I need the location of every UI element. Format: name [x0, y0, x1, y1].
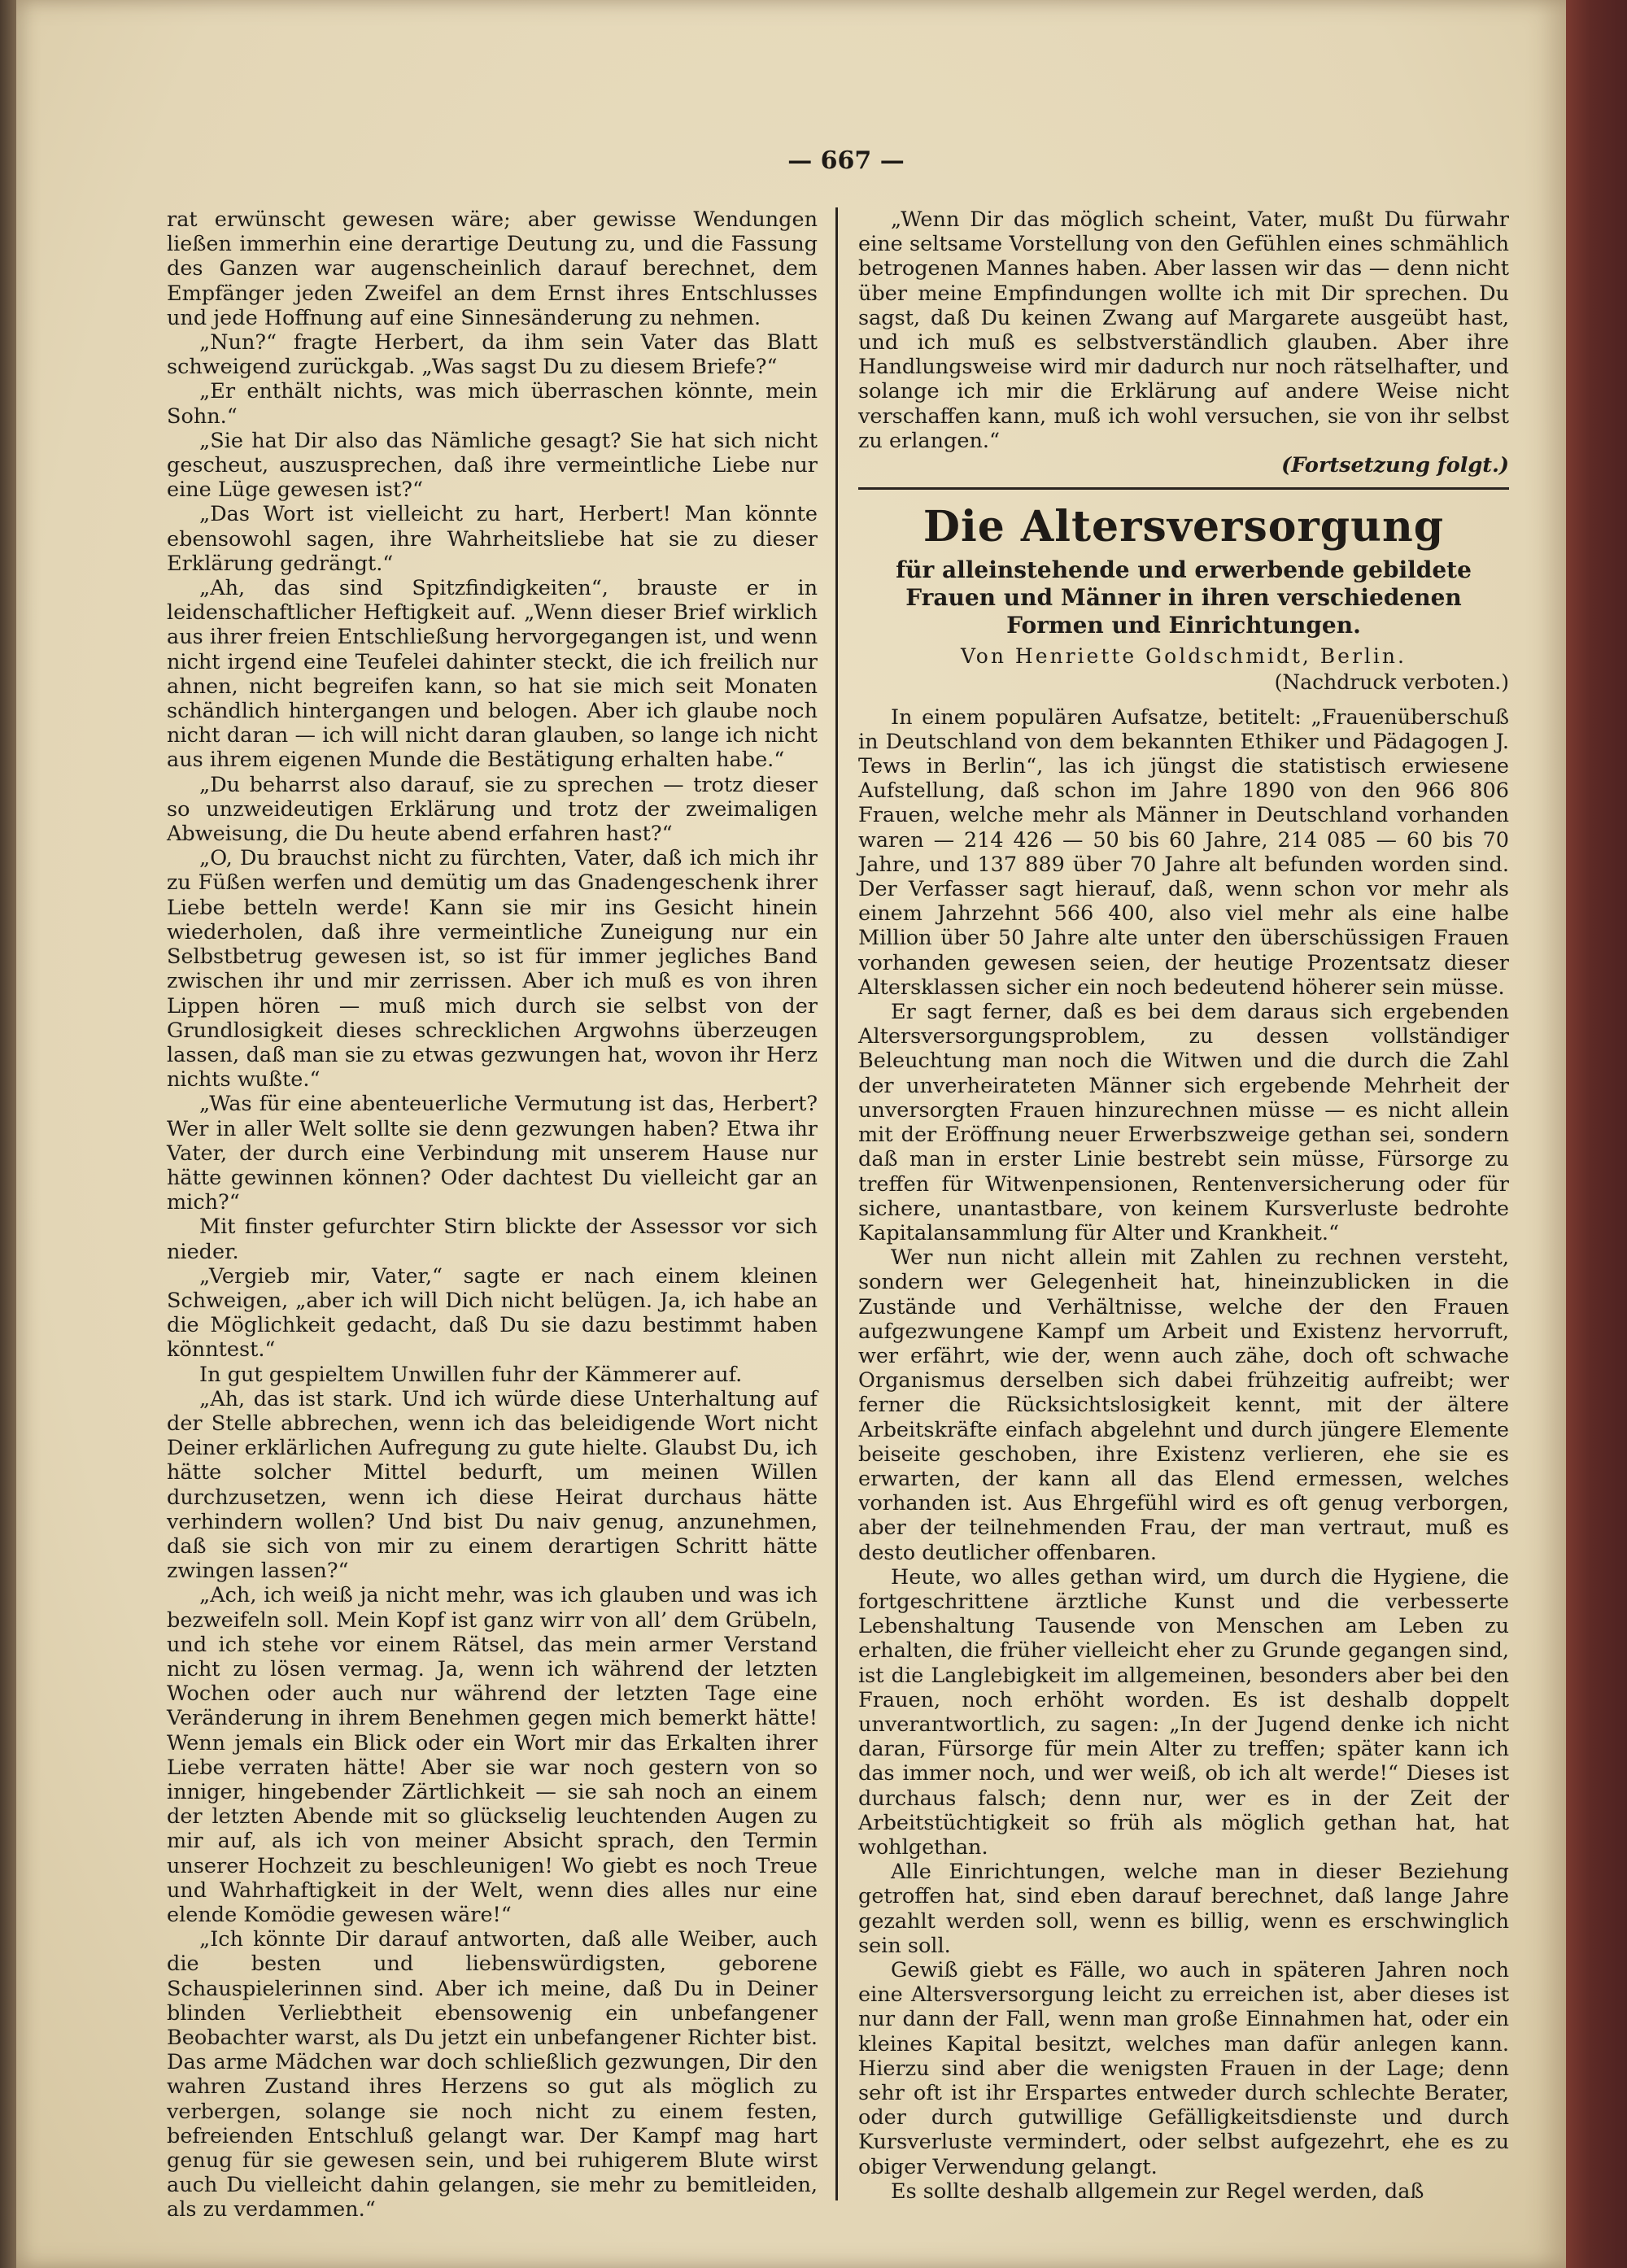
paragraph: Es sollte deshalb allgemein zur Regel werden, daß [891, 2179, 1424, 2204]
page-number: — 667 — [787, 146, 905, 175]
paragraph: „Ah, das ist stark. Und ich würde diese Unterhaltung auf der Stelle abbrechen, wenn ich das beleidigende Wort nicht Deiner erklärlichen Aufregung zu gute hielte. Glaubst Du, ich hätte solcher Mittel bedurft, um meinen Willen durchzusetzen, wenn ich diese Heirat durchaus hätte verhindern wollen? Und bist Du naiv genug, anzunehmen, daß sie sich von mir zu einem derartigen Schritt hätte zwingen lassen?“ [167, 1386, 818, 1584]
paragraph: „O, Du brauchst nicht zu fürchten, Vater, daß ich mich ihr zu Füßen werfen und demütig um das Gnadengeschenk ihrer Liebe betteln werde! Kann sie mir ins Gesicht hinein wiederholen, daß ihre vermeintliche Zuneigung nur ein Selbstbetrug gewesen ist, so ist für immer jegliches Band zwischen ihr und mir zerrissen. Aber ich muß es von ihren Lippen hören — muß mich durch sie selbst von der Grundlosigkeit dieses schrecklichen Argwohns überzeugen lassen, daß man sie zu etwas gezwungen hat, wovon ihr Herz nichts wußte.“ [167, 846, 818, 1093]
left-column [167, 207, 818, 2222]
paragraph: „Vergieb mir, Vater,“ sagte er nach einem kleinen Schweigen, „aber ich will Dich nicht belügen. Ja, ich habe an die Möglichkeit gedacht, daß Du sie dazu bestimmt haben könntest.“ [167, 1263, 818, 1363]
continued-note: (Fortsetzung folgt.) [1281, 453, 1509, 478]
paragraph: In einem populären Aufsatze, betitelt: „Frauenüberschuß in Deutschland von dem bekannten Ethiker und Pädagogen J. Tews in Berlin“, las ich jüngst die statistisch erwiesene Aufstellung, daß schon im Jahre 1890 von den 966 806 Frauen, welche mehr als Männer in Deutschland vorhanden waren — 214 426 — 50 bis 60 Jahre, 214 085 — 60 bis 70 Jahre, und 137 889 über 70 Jahre alt befunden worden sind. Der Verfasser sagt hierauf, daß, wenn schon vor mehr als einem Jahrzehnt 566 400, also viel mehr als eine halbe Million über 50 Jahre alte unter den überschüssigen Frauen vorhanden gewesen seien, der heutige Prozentsatz dieser Altersklassen sicher ein noch bedeutend höherer sein müsse. [858, 704, 1509, 1000]
paragraph: Alle Einrichtungen, welche man in dieser Beziehung getroffen hat, sind eben darauf berechnet, daß lange Jahre gezahlt werden soll, wenn es billig, wenn es erschwinglich sein soll. [858, 1860, 1509, 1958]
paragraph: Mit finster gefurchter Stirn blickte der Assessor vor sich nieder. [167, 1215, 818, 1264]
paragraph: „Wenn Dir das möglich scheint, Vater, mußt Du fürwahr eine seltsame Vorstellung von den Gefühlen eines schmählich betrogenen Mannes haben. Aber lassen wir das — denn nicht über meine Empfindungen wollte ich mit Dir sprechen. Du sagst, daß Du keinen Zwang auf Margarete ausgeübt hast, und ich muß es selbstverständlich glauben. Aber ihre Handlungsweise wird mir dadurch nur noch rätselhafter, und solange ich mir die Erklärung auf andere Weise nicht verschaffen kann, muß ich wohl versuchen, sie von ihr selbst zu erlangen.“ [858, 207, 1509, 453]
paragraph: rat erwünscht gewesen wäre; aber gewisse Wendungen ließen immerhin eine derartige Deutung zu, und die Fassung des Ganzen war augenscheinlich darauf berechnet, dem Empfänger jeden Zweifel an dem Ernst ihres Entschlusses und jede Hoffnung auf eine Sinnesänderung zu nehmen. [167, 207, 818, 330]
reprint-notice: (Nachdruck verboten.) [1274, 670, 1509, 695]
paragraph: „Das Wort ist vielleicht zu hart, Herbert! Man könnte ebensowohl sagen, ihre Wahrheitsliebe hat sie zu dieser Erklärung gedrängt.“ [167, 502, 818, 576]
paragraph: Gewiß giebt es Fälle, wo auch in späteren Jahren noch eine Altersversorgung leicht zu erreichen ist, aber dieses ist nur dann der Fall, wenn man große Einnahmen hat, oder ein kleines Kapital besitzt, welches man dafür anlegen kann. Hierzu sind aber die wenigsten Frauen in der Lage; denn sehr oft ist ihr Erspartes entweder durch schlechte Berater, oder durch gutwillige Gefälligkeitsdienste und durch Kursverluste vermindert, oder selbst aufgezehrt, ehe es zu obiger Verwendung gelangt. [858, 1958, 1509, 2179]
article-headline: Die Altersversorgung [923, 502, 1445, 552]
paragraph: In gut gespieltem Unwillen fuhr der Kämmerer auf. [199, 1362, 743, 1387]
paragraph: „Ah, das sind Spitzfindigkeiten“, brauste er in leidenschaftlicher Heftigkeit auf. „Wenn dieser Brief wirklich aus ihrer freien Entschließung hervorgegangen ist, und wenn nicht irgend eine Teufelei dahinter steckt, die ich freilich nur ahnen, nicht begreifen kann, so hat sie mich seit Monaten schändlich hintergangen und belogen. Aber ich glaube noch nicht daran — ich will nicht daran glauben, so lange ich nicht aus ihrem eigenen Munde die Bestätigung erhalten habe.“ [167, 576, 818, 773]
paragraph: „Sie hat Dir also das Nämliche gesagt? Sie hat sich nicht gescheut, auszusprechen, daß ihre vermeintliche Liebe nur eine Lüge gewesen ist?“ [167, 428, 818, 503]
article-byline: Von Henriette Goldschmidt, Berlin. [961, 644, 1407, 669]
book-cover-edge [1566, 0, 1627, 2268]
paragraph: „Was für eine abenteuerliche Vermutung ist das, Herbert? Wer in aller Welt sollte sie denn gezwungen haben? Etwa ihr Vater, der durch eine Verbindung mit unserem Hause nur hätte gewinnen können? Oder dachtest Du vielleicht gar an mich?“ [167, 1092, 818, 1215]
paragraph: „Du beharrst also darauf, sie zu sprechen — trotz dieser so unzweideutigen Erklärung und trotz der zweimaligen Abweisung, die Du heute abend erfahren hast?“ [167, 772, 818, 847]
paragraph: „Ich könnte Dir darauf antworten, daß alle Weiber, auch die besten und liebenswürdigsten, geborene Schauspielerinnen sind. Aber ich meine, daß Du in Deiner blinden Verliebtheit ebensowenig ein unbefangener Beobachter warst, als Du jetzt ein unbefangener Richter bist. Das arme Mädchen war doch schließlich gezwungen, Dir den wahren Zustand ihres Herzens so gut als möglich zu verbergen, solange sie noch nicht zu einem festen, befreienden Entschluß gelangt war. Der Kampf mag hart genug für sie gewesen sein, und bei ruhigerem Blute wirst auch Du vielleicht dahin gelangen, sie mehr zu bemitleiden, als zu verdammen.“ [167, 1927, 818, 2222]
paragraph: Er sagt ferner, daß es bei dem daraus sich ergebenden Altersversorgungsproblem, zu dessen vollständiger Beleuchtung man noch die Witwen und die durch die Zahl der unverheirateten Männer sich ergebende Mehrheit der unversorgten Frauen hinzurechnen müsse — es nicht allein mit der Eröffnung neuer Erwerbszweige gethan sei, sondern daß man in erster Linie bestrebt sein müsse, Fürsorge zu treffen für Witwenpensionen, Rentenversicherung oder für sichere, unantastbare, von keinem Kursverluste bedrohte Kapitalansammlung für Alter und Krankheit.“ [858, 1000, 1509, 1245]
paragraph: „Er enthält nichts, was mich überraschen könnte, mein Sohn.“ [167, 379, 818, 429]
book-page [16, 0, 1566, 2268]
right-column [858, 207, 1509, 2204]
paragraph: „Nun?“ fragte Herbert, da ihm sein Vater das Blatt schweigend zurückgab. „Was sagst Du zu diesem Briefe?“ [167, 330, 818, 380]
paragraph: Wer nun nicht allein mit Zahlen zu rechnen versteht, sondern wer Gelegenheit hat, hineinzublicken in die Zustände und Verhältnisse, welche der den Frauen aufgezwungene Kampf um Arbeit und Existenz hervorruft, wer erfährt, wie der, wenn auch zähe, doch oft schwache Organismus derselben sich dabei frühzeitig aufreibt; wer ferner die Rücksichtslosigkeit kennt, mit der ältere Arbeitskräfte einfach abgelehnt und durch jüngere Elemente beiseite geschoben, ihre Existenz verlieren, ehe sie es erwarten, der kann all das Elend ermessen, welches vorhanden ist. Aus Ehrgefühl wird es oft genug verborgen, aber der teilnehmenden Frau, der man vertraut, muß es desto deutlicher offenbaren. [858, 1245, 1509, 1565]
column-divider [835, 207, 838, 2200]
article-body [858, 705, 1509, 2204]
section-rule [858, 487, 1509, 490]
paragraph: Heute, wo alles gethan wird, um durch die Hygiene, die fortgeschrittene ärztliche Kunst und die verbesserte Lebenshaltung Tausende von Menschen am Leben zu erhalten, die früher vielleicht eher zu Grunde gegangen sind, ist die Langlebigkeit im allgemeinen, besonders aber bei den Frauen, noch erhöht worden. Es ist deshalb doppelt unverantwortlich, zu sagen: „In der Jugend denke ich nicht daran, Fürsorge für mein Alter zu treffen; später kann ich das immer noch, und wer weiß, ob ich alt werde!“ Dieses ist durchaus falsch; denn nur, wer es in der Zeit der Arbeitstüchtigkeit so früh als möglich gethan hat, hat wohlgethan. [858, 1564, 1509, 1860]
article-subheadline: für alleinstehende und erwerbende gebildete Frauen und Männer in ihren verschiedenen Formen und Einrichtungen. [896, 556, 1472, 639]
story-continuation [858, 207, 1509, 453]
paragraph: „Ach, ich weiß ja nicht mehr, was ich glauben und was ich bezweifeln soll. Mein Kopf ist ganz wirr von all’ dem Grübeln, und ich stehe vor einem Rätsel, das mein armer Verstand nicht zu lösen vermag. Ja, wenn ich während der letzten Wochen oder auch nur während der letzten Tage eine Veränderung in ihrem Benehmen gegen mich bemerkt hätte! Wenn jemals ein Blick oder ein Wort mir das Erkalten ihrer Liebe verraten hätte! Aber sie war noch gestern von so inniger, hingebender Zärtlichkeit — sie sah noch an einem der letzten Abende mit so glückselig leuchtenden Augen zu mir auf, als ich von meiner Absicht sprach, den Termin unserer Hochzeit zu beschleunigen! Wo giebt es noch Treue und Wahrhaftigkeit in der Welt, wenn dies alles nur eine elende Komödie gewesen wäre!“ [167, 1583, 818, 1928]
book-spine-shadow [0, 0, 18, 2268]
